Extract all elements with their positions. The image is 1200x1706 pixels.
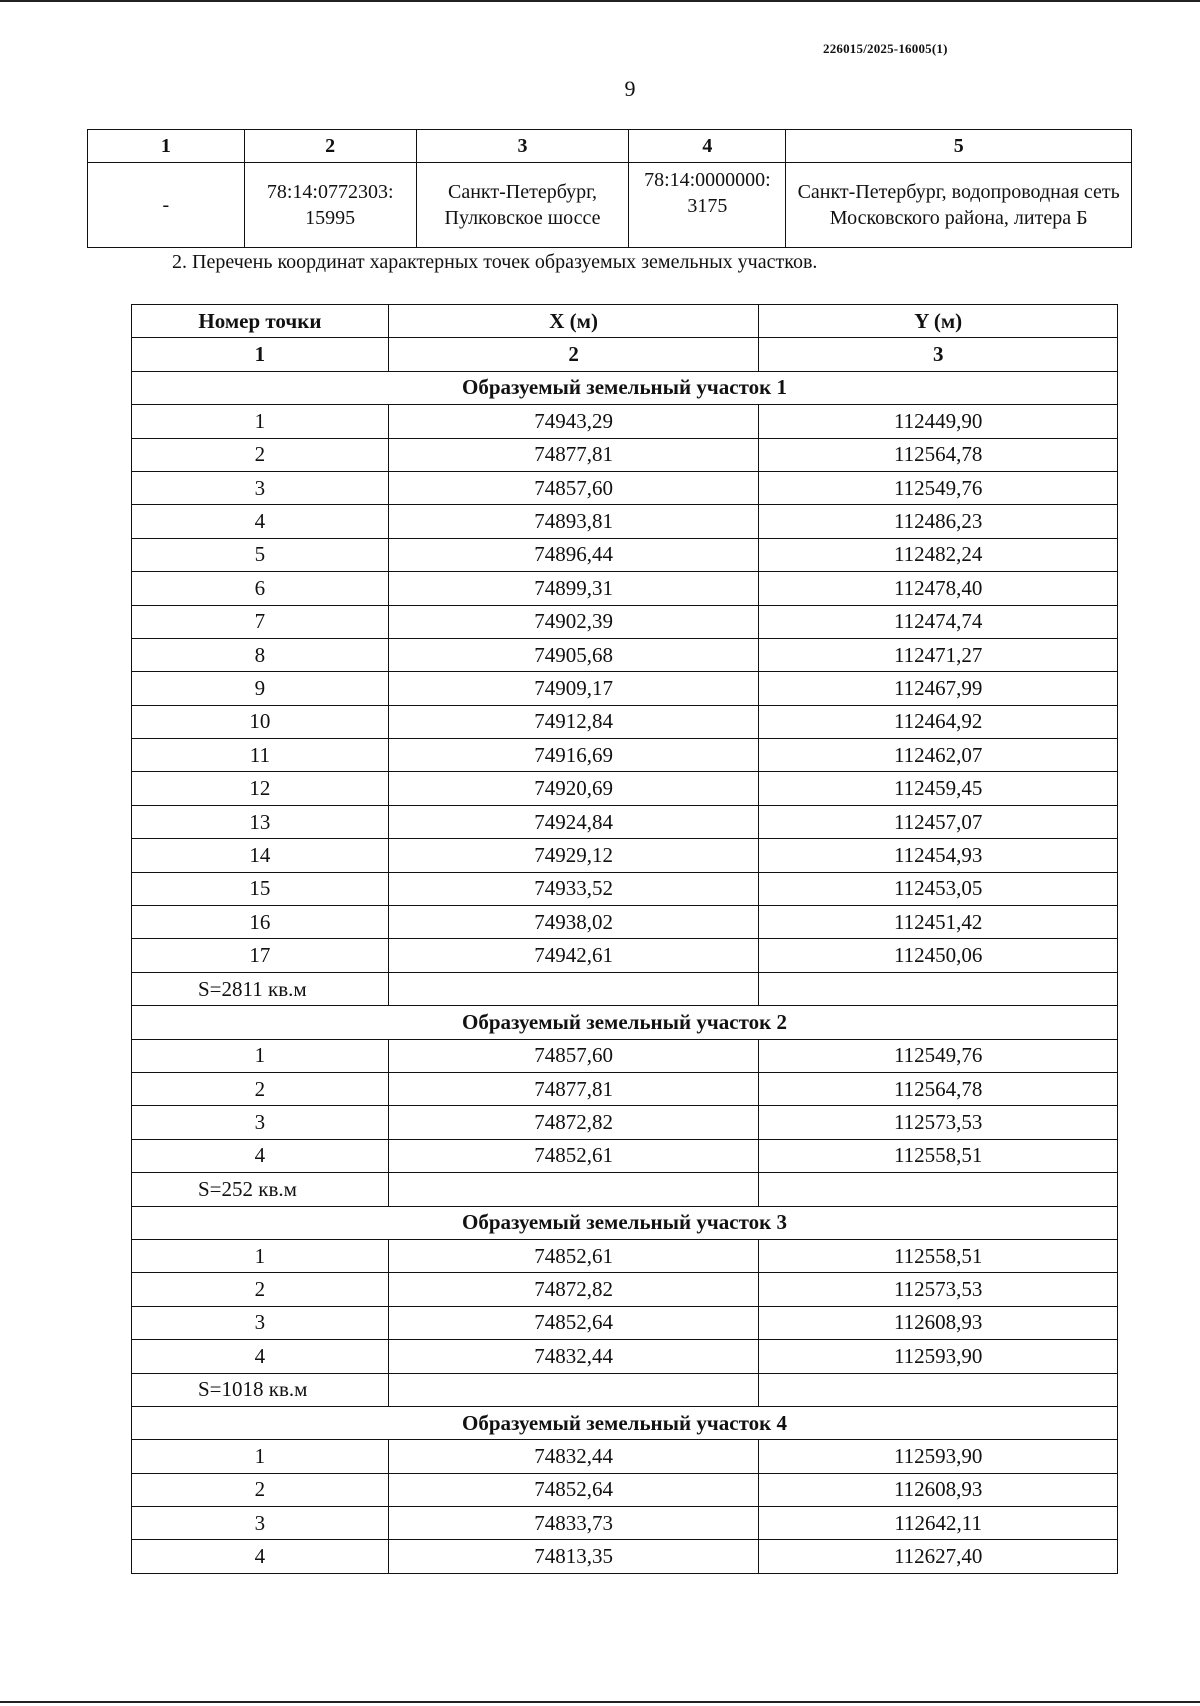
y-coordinate: 112450,06: [759, 939, 1118, 972]
x-header: X (м): [388, 305, 759, 338]
plot-title: Образуемый земельный участок 4: [132, 1406, 1118, 1439]
x-coordinate: 74832,44: [388, 1440, 759, 1473]
table-row: [132, 1273, 1118, 1306]
point-number: 1: [132, 405, 389, 438]
y-coordinate: 112549,76: [759, 1039, 1118, 1072]
point-number: 5: [132, 538, 389, 571]
y-coordinate: 112642,11: [759, 1507, 1118, 1540]
point-number: 9: [132, 672, 389, 705]
table-row: [132, 1540, 1118, 1573]
plot-area: S=2811 кв.м: [132, 972, 389, 1005]
y-coordinate: 112486,23: [759, 505, 1118, 538]
x-coordinate: 74857,60: [388, 471, 759, 504]
point-number: 4: [132, 505, 389, 538]
y-coordinate: 112482,24: [759, 538, 1118, 571]
objects-table: [87, 129, 1132, 248]
col-number: 2: [244, 130, 416, 163]
col-number: 5: [786, 130, 1132, 163]
point-number: 1: [132, 1239, 389, 1272]
table-row: [132, 438, 1118, 471]
point-number: 1: [132, 1039, 389, 1072]
table-row: [132, 1106, 1118, 1139]
table-row: [132, 605, 1118, 638]
point-number: 2: [132, 1473, 389, 1506]
point-number-header: Номер точки: [132, 305, 389, 338]
page-bottom-edge: [0, 1701, 1200, 1703]
table-row: [132, 1239, 1118, 1272]
y-coordinate: 112454,93: [759, 839, 1118, 872]
x-coordinate: 74833,73: [388, 1507, 759, 1540]
coords-column-numbers: [132, 338, 1118, 371]
x-coordinate: 74909,17: [388, 672, 759, 705]
page-top-edge: [0, 0, 1200, 2]
x-coordinate: 74943,29: [388, 405, 759, 438]
point-number: 10: [132, 705, 389, 738]
col-number: 2: [388, 338, 759, 371]
table-row: [132, 839, 1118, 872]
y-header: Y (м): [759, 305, 1118, 338]
x-coordinate: 74832,44: [388, 1340, 759, 1373]
point-number: 11: [132, 739, 389, 772]
table-row: [132, 872, 1118, 905]
y-coordinate: 112564,78: [759, 1072, 1118, 1105]
y-coordinate: 112573,53: [759, 1273, 1118, 1306]
x-coordinate: 74902,39: [388, 605, 759, 638]
y-coordinate: 112467,99: [759, 672, 1118, 705]
point-number: 17: [132, 939, 389, 972]
y-coordinate: 112564,78: [759, 438, 1118, 471]
point-number: 3: [132, 1507, 389, 1540]
x-coordinate: 74852,64: [388, 1306, 759, 1339]
table-row: [132, 638, 1118, 671]
coordinates-table: [131, 304, 1118, 1574]
table-row: [132, 572, 1118, 605]
x-coordinate: 74872,82: [388, 1273, 759, 1306]
y-coordinate: 112593,90: [759, 1440, 1118, 1473]
point-number: 16: [132, 906, 389, 939]
empty-cell: [759, 1173, 1118, 1206]
table-row: [132, 705, 1118, 738]
point-number: 3: [132, 1106, 389, 1139]
point-number: 12: [132, 772, 389, 805]
y-coordinate: 112459,45: [759, 772, 1118, 805]
y-coordinate: 112462,07: [759, 739, 1118, 772]
area-row: [132, 1373, 1118, 1406]
x-coordinate: 74872,82: [388, 1106, 759, 1139]
x-coordinate: 74942,61: [388, 939, 759, 972]
section-caption: 2. Перечень координат характерных точек образуемых земельных участков.: [172, 251, 818, 273]
x-coordinate: 74924,84: [388, 805, 759, 838]
y-coordinate: 112478,40: [759, 572, 1118, 605]
x-coordinate: 74857,60: [388, 1039, 759, 1072]
y-coordinate: 112573,53: [759, 1106, 1118, 1139]
y-coordinate: 112558,51: [759, 1239, 1118, 1272]
col-number: 1: [88, 130, 245, 163]
address: Санкт-Петербург, Пулковское шоссе: [416, 163, 629, 248]
plot-area: S=252 кв.м: [132, 1173, 389, 1206]
point-number: 4: [132, 1139, 389, 1172]
y-coordinate: 112608,93: [759, 1306, 1118, 1339]
x-coordinate: 74852,61: [388, 1239, 759, 1272]
objects-table-column-numbers: [88, 130, 1132, 163]
y-coordinate: 112464,92: [759, 705, 1118, 738]
point-number: 13: [132, 805, 389, 838]
area-row: [132, 1173, 1118, 1206]
point-number: 15: [132, 872, 389, 905]
table-row: [132, 772, 1118, 805]
table-row: [132, 906, 1118, 939]
x-coordinate: 74852,64: [388, 1473, 759, 1506]
table-row: [132, 1507, 1118, 1540]
row-dash: -: [88, 163, 245, 248]
x-coordinate: 74938,02: [388, 906, 759, 939]
empty-cell: [759, 972, 1118, 1005]
area-row: [132, 972, 1118, 1005]
object-description: Санкт-Петербург, водопроводная сеть Московского района, литера Б: [786, 163, 1132, 248]
table-row: [132, 505, 1118, 538]
table-row: [132, 471, 1118, 504]
y-coordinate: 112558,51: [759, 1139, 1118, 1172]
empty-cell: [759, 1373, 1118, 1406]
empty-cell: [388, 1173, 759, 1206]
point-number: 3: [132, 471, 389, 504]
empty-cell: [388, 1373, 759, 1406]
plot-section-row: [132, 371, 1118, 404]
x-coordinate: 74920,69: [388, 772, 759, 805]
point-number: 4: [132, 1340, 389, 1373]
y-coordinate: 112549,76: [759, 471, 1118, 504]
page-number: 9: [624, 76, 636, 101]
table-row: [132, 1072, 1118, 1105]
x-coordinate: 74929,12: [388, 839, 759, 872]
plot-area: S=1018 кв.м: [132, 1373, 389, 1406]
empty-cell: [388, 972, 759, 1005]
plot-section-row: [132, 1006, 1118, 1039]
x-coordinate: 74916,69: [388, 739, 759, 772]
col-number: 3: [759, 338, 1118, 371]
x-coordinate: 74813,35: [388, 1540, 759, 1573]
point-number: 14: [132, 839, 389, 872]
document-number: 226015/2025-16005(1): [823, 41, 948, 56]
table-row: [132, 1139, 1118, 1172]
y-coordinate: 112608,93: [759, 1473, 1118, 1506]
table-row: [132, 405, 1118, 438]
table-row: [132, 1473, 1118, 1506]
table-row: [132, 939, 1118, 972]
plot-title: Образуемый земельный участок 2: [132, 1006, 1118, 1039]
plot-section-row: [132, 1206, 1118, 1239]
table-row: [132, 1306, 1118, 1339]
cadastral-number-2: 78:14:0000000: 3175: [629, 163, 786, 248]
y-coordinate: 112449,90: [759, 405, 1118, 438]
point-number: 3: [132, 1306, 389, 1339]
table-row: [132, 1340, 1118, 1373]
coords-header-row: [132, 305, 1118, 338]
table-row: [132, 538, 1118, 571]
plot-section-row: [132, 1406, 1118, 1439]
point-number: 2: [132, 1072, 389, 1105]
table-row: [132, 1039, 1118, 1072]
plot-title: Образуемый земельный участок 1: [132, 371, 1118, 404]
point-number: 6: [132, 572, 389, 605]
table-row: [132, 672, 1118, 705]
x-coordinate: 74899,31: [388, 572, 759, 605]
point-number: 2: [132, 1273, 389, 1306]
y-coordinate: 112453,05: [759, 872, 1118, 905]
objects-table-row: [88, 163, 1132, 248]
x-coordinate: 74877,81: [388, 1072, 759, 1105]
x-coordinate: 74896,44: [388, 538, 759, 571]
x-coordinate: 74877,81: [388, 438, 759, 471]
y-coordinate: 112474,74: [759, 605, 1118, 638]
col-number: 3: [416, 130, 629, 163]
point-number: 7: [132, 605, 389, 638]
y-coordinate: 112457,07: [759, 805, 1118, 838]
table-row: [132, 805, 1118, 838]
x-coordinate: 74933,52: [388, 872, 759, 905]
x-coordinate: 74852,61: [388, 1139, 759, 1172]
plot-title: Образуемый земельный участок 3: [132, 1206, 1118, 1239]
point-number: 2: [132, 438, 389, 471]
x-coordinate: 74893,81: [388, 505, 759, 538]
y-coordinate: 112627,40: [759, 1540, 1118, 1573]
x-coordinate: 74912,84: [388, 705, 759, 738]
point-number: 4: [132, 1540, 389, 1573]
cadastral-number: 78:14:0772303: 15995: [244, 163, 416, 248]
point-number: 1: [132, 1440, 389, 1473]
y-coordinate: 112471,27: [759, 638, 1118, 671]
point-number: 8: [132, 638, 389, 671]
col-number: 4: [629, 130, 786, 163]
col-number: 1: [132, 338, 389, 371]
x-coordinate: 74905,68: [388, 638, 759, 671]
y-coordinate: 112593,90: [759, 1340, 1118, 1373]
y-coordinate: 112451,42: [759, 906, 1118, 939]
table-row: [132, 1440, 1118, 1473]
table-row: [132, 739, 1118, 772]
